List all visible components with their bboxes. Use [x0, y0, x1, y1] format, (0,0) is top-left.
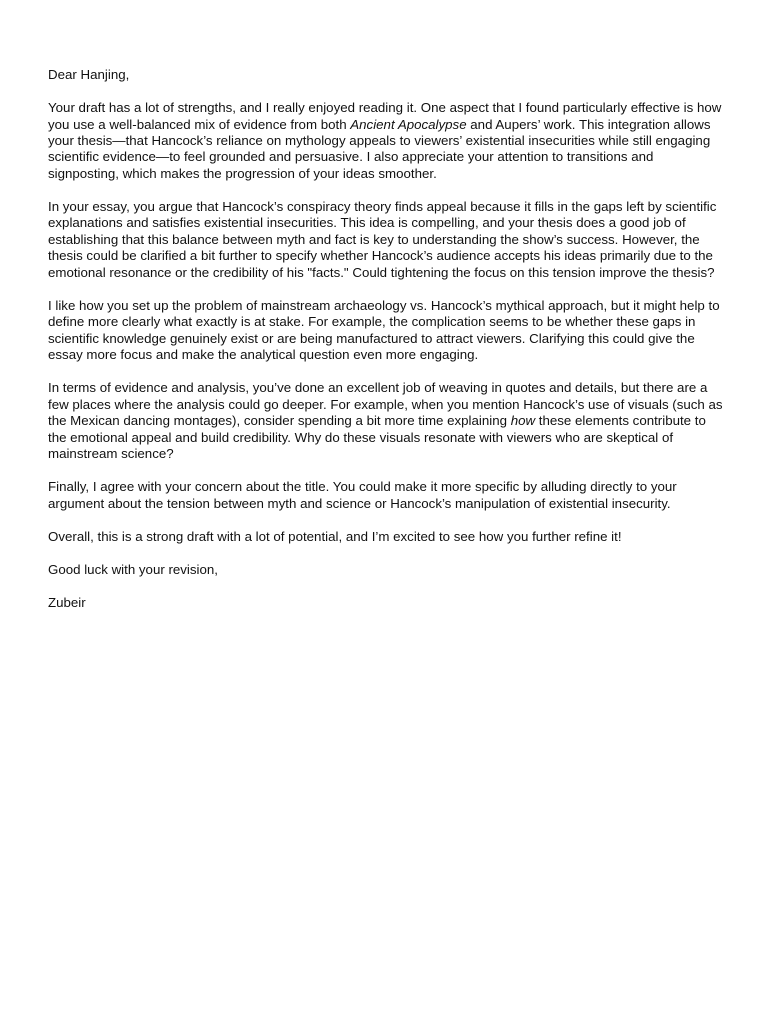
paragraph-evidence-text-a: In terms of evidence and analysis, you’ve done an excellent job of weaving in quotes and details, but there are a few places where the analysis could go deeper. For example, when you mention Hancock’s use of visuals (such as the Mexican dancing montages), consider spending a bit more time explaining [48, 380, 723, 429]
paragraph-evidence-text-b: these elements contribute to the emotional appeal and build credibility. Why do these visuals resonate with viewers who are skeptical of mainstream science? [48, 413, 706, 461]
paragraph-evidence [48, 380, 728, 462]
paragraph-overall: Overall, this is a strong draft with a lot of potential, and I’m excited to see how you further refine it! [48, 528, 622, 544]
emphasis-italic: how [510, 413, 536, 429]
signature: Zubeir [48, 595, 86, 611]
letter-body [48, 67, 728, 628]
paragraph-strengths [48, 100, 728, 182]
paragraph-stakes: I like how you set up the problem of mainstream archaeology vs. Hancock’s mythical approach, but it might help to define more clearly what exactly is at stake. For example, the complication seems to be whether these gaps in scientific knowledge genuinely exist or are being manufactured to attract viewers. Clarifying this could give the essay more focus and make the analytical question even more engaging. [48, 297, 720, 363]
paragraph-title: Finally, I agree with your concern about the title. You could make it more specific by alluding directly to your argument about the tension between myth and science or Hancock’s manipulation of existential insecurity. [48, 479, 677, 511]
salutation: Dear Hanjing, [48, 67, 130, 82]
paragraph-strengths-text-b: and Aupers’ work. This integration allows your thesis—that Hancock’s reliance on mythology appeals to viewers’ existential insecurities while still engaging scientific evidence—to feel grounded and persuasive. I also appreciate your attention to transitions and signposting, which makes the progression of your ideas smoother. [48, 116, 711, 181]
paragraph-strengths-text-a: Your draft has a lot of strengths, and I really enjoyed reading it. One aspect that I found particularly effective is how you use a well-balanced mix of evidence from both [48, 100, 722, 132]
show-title-italic: Ancient Apocalypse [350, 116, 467, 132]
closing-line: Good luck with your revision, [48, 561, 218, 577]
paragraph-thesis: In your essay, you argue that Hancock’s conspiracy theory finds appeal because it fills in the gaps left by scientific explanations and satisfies existential insecurities. This idea is compelling, and your thesis does a good job of establishing that this balance between myth and fact is key to understanding the show’s success. However, the thesis could be clarified a bit further to specify whether Hancock’s audience accepts his ideas primarily due to the emotional resonance or the credibility of his "facts." Could tightening the focus on this tension improve the thesis? [48, 199, 717, 280]
